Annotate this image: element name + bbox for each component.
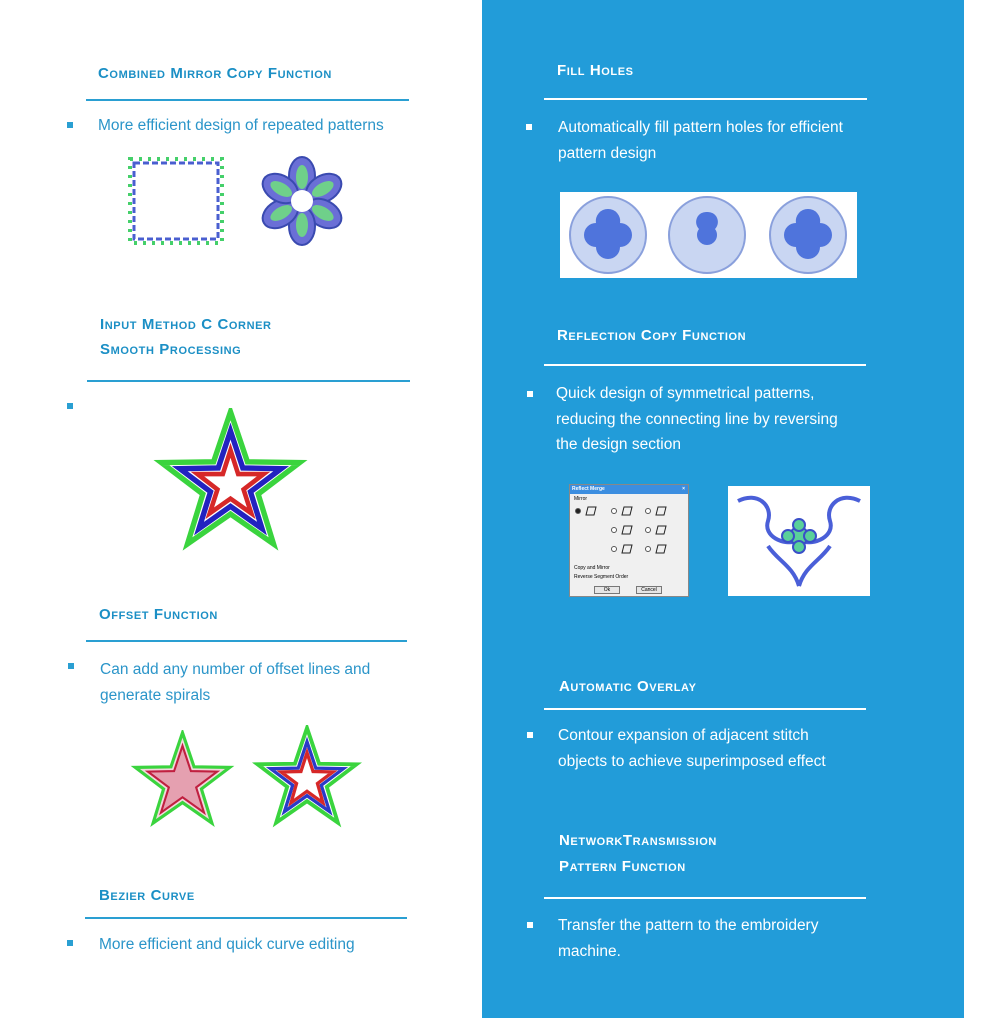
flower-image	[256, 156, 348, 246]
divider	[85, 917, 407, 919]
feature-text: objects to achieve superimposed effect	[558, 753, 826, 770]
heading-input-method: Input Method C Corner	[100, 316, 272, 333]
divider	[87, 380, 410, 382]
heading-offset: Offset Function	[99, 606, 218, 623]
bullet	[67, 403, 73, 409]
heading-automatic-overlay: Automatic Overlay	[559, 678, 697, 695]
heading-reflection: Reflection Copy Function	[557, 327, 747, 344]
feature-text: Quick design of symmetrical patterns,	[556, 385, 815, 402]
copy-and-mirror-checkbox[interactable]: Copy and Mirror	[574, 565, 610, 571]
feature-text: reducing the connecting line by reversing	[556, 411, 838, 428]
feature-text: Can add any number of offset lines and	[100, 661, 371, 678]
divider	[544, 364, 866, 366]
reverse-segment-order-checkbox[interactable]: Reverse Segment Order	[574, 574, 629, 580]
feature-text: Transfer the pattern to the embroidery	[558, 917, 819, 934]
cancel-button[interactable]: Cancel	[636, 586, 662, 594]
mirror-options[interactable]	[574, 505, 684, 560]
feature-text: pattern design	[558, 145, 657, 162]
feature-text: More efficient and quick curve editing	[99, 936, 355, 953]
bullet	[68, 663, 74, 669]
heading-combined-mirror: Combined Mirror Copy Function	[98, 65, 332, 82]
feature-text: Contour expansion of adjacent stitch	[558, 727, 809, 744]
feature-text: machine.	[558, 943, 621, 960]
feature-text: Automatically fill pattern holes for efficient	[558, 119, 843, 136]
mirror-frame-image	[126, 155, 226, 247]
divider	[544, 708, 866, 710]
feature-text: More efficient design of repeated patterns	[98, 117, 384, 134]
divider	[86, 640, 407, 642]
feature-text: the design section	[556, 436, 681, 453]
smooth-star-image	[153, 408, 308, 554]
bullet	[67, 122, 73, 128]
divider	[544, 897, 866, 899]
close-icon[interactable]: ×	[682, 486, 685, 492]
heading-bezier: Bezier Curve	[99, 887, 195, 904]
divider	[544, 98, 867, 100]
mirror-group-label: Mirror	[574, 496, 588, 502]
bullet	[67, 940, 73, 946]
ornament-image	[728, 486, 870, 596]
bullet	[526, 124, 532, 130]
bullet	[527, 922, 533, 928]
dialog-title: Reflect Merge	[572, 486, 605, 492]
divider	[86, 99, 409, 101]
heading-network-transmission: NetworkTransmission	[559, 832, 717, 849]
heading-input-method-2: Smooth Processing	[100, 341, 242, 358]
right-panel	[482, 0, 964, 1018]
heading-fill-holes: Fill Holes	[557, 62, 634, 79]
bullet	[527, 391, 533, 397]
fill-holes-image	[560, 192, 857, 278]
ok-button[interactable]: Ok	[594, 586, 620, 594]
offset-star-lines-image	[252, 725, 362, 830]
bullet	[527, 732, 533, 738]
reflect-merge-dialog	[569, 484, 689, 597]
offset-star-filled-image	[130, 730, 235, 830]
heading-network-transmission-2: Pattern Function	[559, 858, 686, 875]
feature-text: generate spirals	[100, 687, 211, 704]
